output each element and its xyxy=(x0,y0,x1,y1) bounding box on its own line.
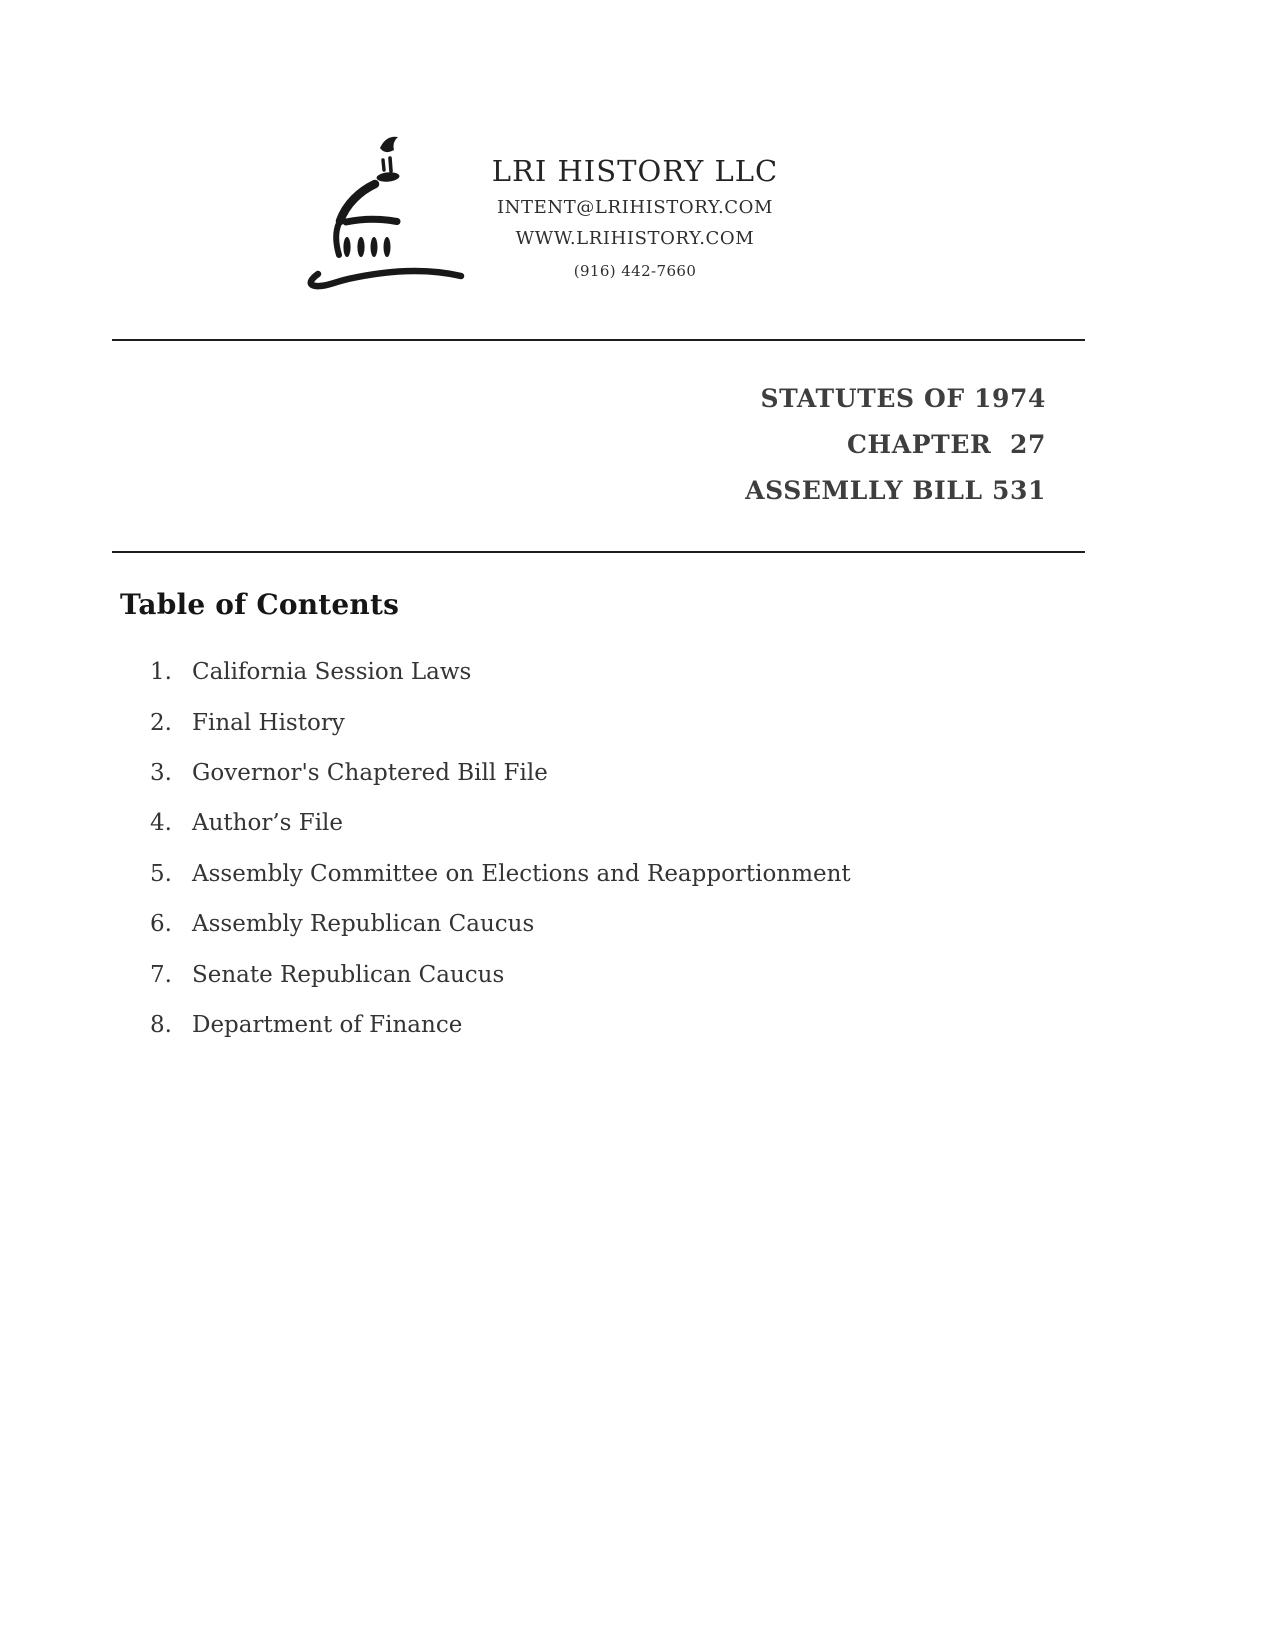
toc-item-label: Department of Finance xyxy=(192,1011,463,1038)
toc-item-number: 2. xyxy=(150,709,172,736)
horizontal-rule-top xyxy=(112,339,1085,341)
toc-item-label: California Session Laws xyxy=(192,659,472,686)
toc-item-label: Senate Republican Caucus xyxy=(192,961,505,988)
capitol-dome-logo-icon xyxy=(293,126,475,298)
statutes-year-line: STATUTES OF 1974 xyxy=(760,384,1046,413)
toc-item-label: Governor's Chaptered Bill File xyxy=(192,759,548,786)
chapter-line: CHAPTER 27 xyxy=(847,430,1046,459)
toc-item-label: Author’s File xyxy=(192,810,344,837)
toc-item-number: 7. xyxy=(150,961,172,988)
toc-item-label: Assembly Committee on Elections and Reapportionment xyxy=(192,860,851,887)
toc-item-number: 4. xyxy=(150,810,172,837)
email-address: INTENT@LRIHISTORY.COM xyxy=(496,197,774,218)
toc-item-number: 8. xyxy=(150,1011,172,1038)
toc-item-assembly-republican-caucus xyxy=(122,899,1102,949)
toc-item-department-of-finance xyxy=(122,1000,1102,1050)
toc-item-number: 6. xyxy=(150,911,172,938)
toc-item-governors-chaptered-bill-file xyxy=(122,748,1102,798)
toc-item-final-history xyxy=(122,697,1102,747)
assembly-bill-line: ASSEMLLY BILL 531 xyxy=(745,476,1046,505)
toc-item-number: 5. xyxy=(150,860,172,887)
toc-item-number: 1. xyxy=(150,659,172,686)
toc-item-number: 3. xyxy=(150,759,172,786)
horizontal-rule-bottom xyxy=(112,551,1085,553)
toc-list xyxy=(122,647,1102,1050)
company-name: LRI HISTORY LLC xyxy=(491,154,779,188)
toc-heading: Table of Contents xyxy=(120,588,400,621)
letterhead xyxy=(450,154,820,282)
toc-item-label: Final History xyxy=(192,709,345,736)
toc-item-senate-republican-caucus xyxy=(122,949,1102,999)
statute-title-block xyxy=(600,376,1046,514)
toc-item-authors-file xyxy=(122,798,1102,848)
toc-item-label: Assembly Republican Caucus xyxy=(192,911,535,938)
website-url: WWW.LRIHISTORY.COM xyxy=(515,228,755,249)
toc-item-assembly-committee-elections xyxy=(122,849,1102,899)
toc-item-california-session-laws xyxy=(122,647,1102,697)
phone-number: (916) 442-7660 xyxy=(573,262,697,280)
